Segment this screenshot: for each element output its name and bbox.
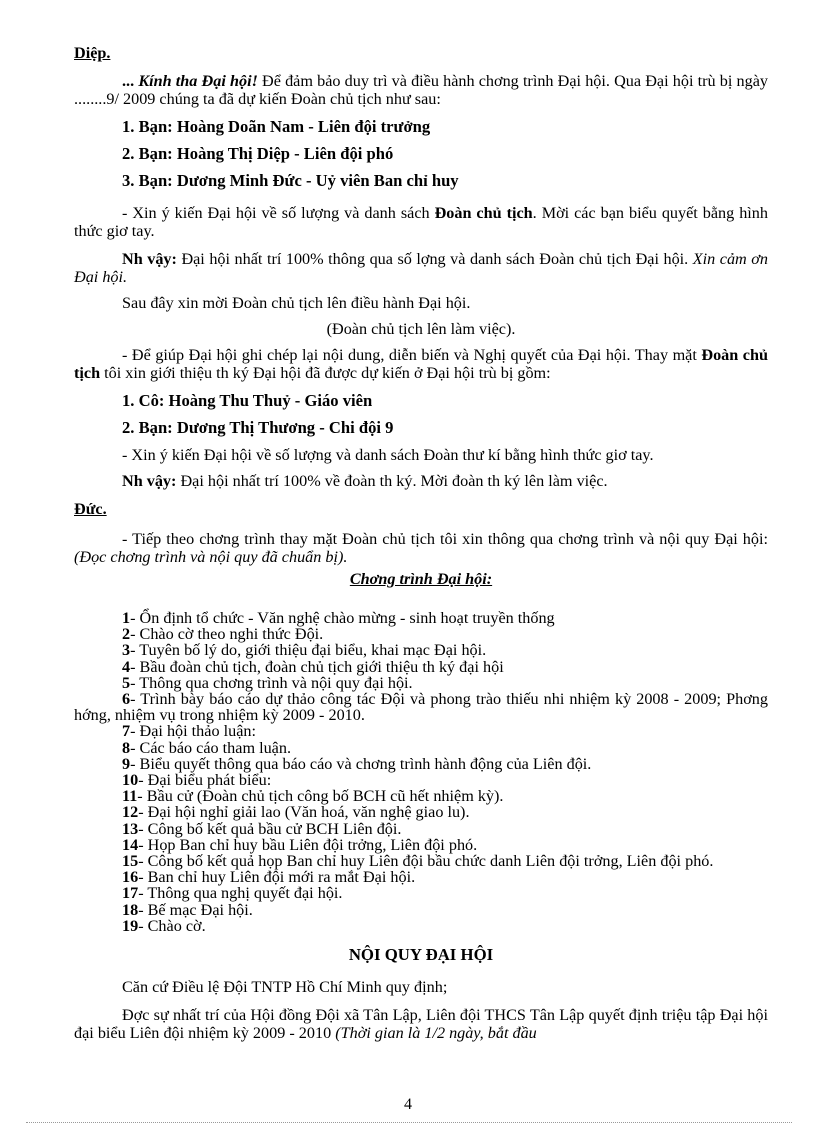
secretary-1: 1. Cô: Hoàng Thu Thuỷ - Giáo viên: [122, 391, 373, 410]
program-item: [74, 902, 768, 918]
program-item: [74, 610, 768, 626]
program-item-text: - Chào cờ theo nghi thức Đội.: [130, 625, 324, 644]
result2-b: Đại hội nhất trí 100% về đoàn th ký. Mời đoàn th ký lên làm việc.: [176, 472, 608, 490]
program-item-number: 18: [122, 900, 139, 919]
program-item: [74, 642, 768, 658]
vote-presidium: [74, 204, 768, 240]
result1-a: Nh vậy:: [122, 250, 177, 268]
program-item-number: 13: [122, 819, 139, 838]
program-item-text: - Chào cờ.: [138, 916, 206, 935]
program-item-text: - Tuyên bố lý do, giới thiệu đại biểu, khai mạc Đại hội.: [130, 641, 487, 660]
secretary-intro-a: - Để giúp Đại hội ghi chép lại nội dung, diễn biến và Nghị quyết của Đại hội. Thay mặt: [122, 346, 702, 364]
program-item-number: 3: [122, 641, 131, 660]
program-item: [74, 885, 768, 901]
vote1-c: . Mời các bạn biểu quyết bằng hình thức giơ tay.: [74, 204, 768, 240]
intro-text: Để đảm bảo duy trì và điều hành chơng trình Đại hội. Qua Đại hội trù bị ngày ........9/ 2009 chúng ta đã dự kiến Đoàn chủ tịch như sau:: [74, 72, 768, 108]
speaker-duc: Đức.: [74, 500, 107, 518]
program-item: [74, 788, 768, 804]
program-intro: [74, 530, 768, 566]
program-list: [74, 610, 768, 934]
program-intro-a: - Tiếp theo chơng trình thay mặt Đoàn chủ tịch tôi xin thông qua chơng trình và nội quy Đại hội:: [122, 530, 768, 548]
program-item-text: - Công bố kết quả bầu cử BCH Liên đội.: [138, 819, 402, 838]
program-item-number: 16: [122, 868, 139, 887]
invite-line: Sau đây xin mời Đoàn chủ tịch lên điều hành Đại hội.: [122, 294, 471, 312]
program-item-number: 19: [122, 916, 139, 935]
program-item-number: 9: [122, 754, 131, 773]
program-item-text: - Đại hội thảo luận:: [130, 722, 256, 741]
rules-text-a: Đợc sự nhất trí của Hội đồng Đội xã Tân Lập, Liên đội THCS Tân Lập quyết định triệu tập Đại hội đại biểu Liên đội nhiệm kỳ 2009 - 2010: [74, 1006, 768, 1043]
presidium-1: 1. Bạn: Hoàng Doãn Nam - Liên đội trưởng: [122, 117, 431, 136]
program-item-text: - Bầu đoàn chủ tịch, đoàn chủ tịch giới thiệu th ký đại hội: [130, 657, 504, 676]
program-item-number: 6: [122, 690, 131, 709]
intro-paragraph: [74, 72, 768, 108]
intro-lead: ...: [122, 72, 139, 90]
rules-basis: Căn cứ Điều lệ Đội TNTP Hồ Chí Minh quy định;: [122, 978, 448, 997]
program-item-number: 4: [122, 657, 131, 676]
result-presidium: [74, 250, 768, 286]
greeting: Kính tha Đại hội!: [138, 72, 258, 90]
result-secretary: [74, 472, 768, 490]
program-item: [74, 740, 768, 756]
program-item-text: - Các báo cáo tham luận.: [130, 738, 292, 757]
program-item-text: - Thông qua chơng trình và nội quy đại hội.: [130, 673, 413, 692]
program-item: [74, 772, 768, 788]
presidium-2: 2. Bạn: Hoàng Thị Diệp - Liên đội phó: [122, 144, 394, 163]
program-item: [74, 723, 768, 739]
program-item: [74, 756, 768, 772]
program-item-text: - Bầu cử (Đoàn chủ tịch công bố BCH cũ hết nhiệm kỳ).: [137, 787, 504, 806]
program-title: Chơng trình Đại hội:: [349, 570, 493, 588]
program-item: [74, 659, 768, 675]
secretary-2: 2. Bạn: Dương Thị Thương - Chi đội 9: [122, 418, 394, 437]
rules-text-b: (Thời gian là 1/2 ngày, bắt đầu: [335, 1024, 537, 1043]
program-item-text: - Thông qua nghị quyết đại hội.: [138, 884, 343, 903]
program-item-number: 10: [122, 771, 139, 790]
secretary-intro: [74, 346, 768, 382]
result1-c: Xin cảm ơn Đại hội.: [74, 250, 768, 286]
program-item-number: 7: [122, 722, 131, 741]
page-number: 4: [404, 1096, 412, 1113]
vote1-a: - Xin ý kiến Đại hội về số lượng và danh sách: [122, 204, 435, 222]
speaker-diep: Diệp.: [74, 44, 111, 62]
program-item: [74, 675, 768, 691]
program-item-number: 1: [122, 609, 131, 627]
program-item-number: 8: [122, 738, 131, 757]
program-item-number: 11: [122, 787, 138, 806]
rules-text: [74, 1006, 768, 1042]
program-item: [74, 691, 768, 723]
program-item-text: - Biểu quyết thông qua báo cáo và chơng trình hành động của Liên đội.: [130, 754, 592, 773]
vote1-b: Đoàn chủ tịch: [434, 204, 533, 222]
program-item: [74, 837, 768, 853]
result1-b: Đại hội nhất trí 100% thông qua số lợng và danh sách Đoàn chủ tịch Đại hội.: [176, 250, 693, 268]
program-item-number: 15: [122, 852, 139, 871]
program-item: [74, 853, 768, 869]
secretary-intro-c: tôi xin giới thiệu th ký Đại hội đã được dự kiến ở Đại hội trù bị gồm:: [100, 364, 551, 382]
program-item: [74, 869, 768, 885]
working-line: (Đoàn chủ tịch lên làm việc).: [326, 320, 516, 338]
program-item-text: - Ban chỉ huy Liên đội mới ra mắt Đại hội.: [138, 868, 416, 887]
program-item-number: 12: [122, 803, 139, 822]
vote-secretary: - Xin ý kiến Đại hội về số lượng và danh sách Đoàn thư kí bằng hình thức giơ tay.: [122, 446, 654, 464]
program-item-number: 17: [122, 884, 139, 903]
program-item-number: 5: [122, 673, 131, 692]
secretary-intro-b: Đoàn chủ tịch: [74, 346, 768, 382]
program-item-number: 14: [122, 835, 139, 854]
program-item-text: - Đại biểu phát biểu:: [138, 771, 272, 790]
presidium-3: 3. Bạn: Dương Minh Đức - Uỷ viên Ban chỉ huy: [122, 171, 459, 190]
program-item-number: 2: [122, 625, 131, 644]
program-item-text: - Họp Ban chỉ huy bầu Liên đội trởng, Liên đội phó.: [138, 835, 478, 854]
program-item: [74, 821, 768, 837]
program-item: [74, 804, 768, 820]
program-item-text: - Ổn định tổ chức - Văn nghệ chào mừng - sinh hoạt truyền thống: [130, 609, 555, 627]
program-item-text: - Bế mạc Đại hội.: [138, 900, 253, 919]
program-item-text: - Trình bày báo cáo dự thảo công tác Đội và phong trào thiếu nhi nhiệm kỳ 2008 - 2009; Phơng hớng, nhiệm vụ trong nhiệm kỳ 2009 - 2010.: [74, 690, 768, 725]
rules-title: NỘI QUY ĐẠI HỘI: [348, 945, 494, 965]
document-page: [74, 44, 768, 1042]
program-item: [74, 918, 768, 934]
program-item-text: - Công bố kết quả họp Ban chỉ huy Liên đội bầu chức danh Liên đội trởng, Liên đội phó.: [138, 852, 714, 871]
result2-a: Nh vậy:: [122, 472, 177, 490]
program-item: [74, 626, 768, 642]
program-intro-b: (Đọc chơng trình và nội quy đã chuẩn bị).: [74, 548, 348, 566]
program-item-text: - Đại hội nghỉ giải lao (Văn hoá, văn nghệ giao lu).: [138, 803, 470, 822]
